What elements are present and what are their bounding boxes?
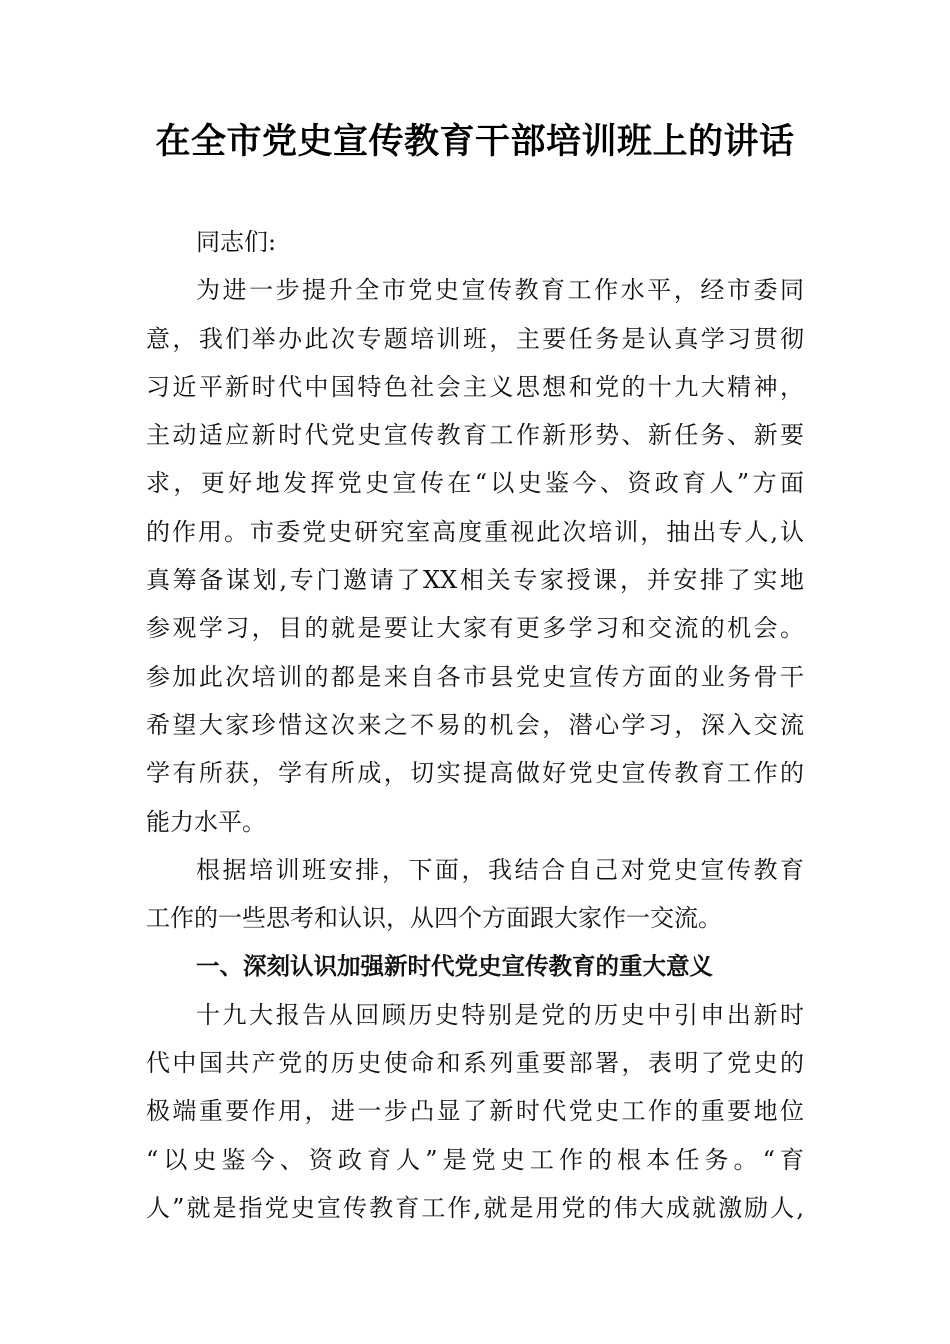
paragraph-line: 极端重要作用，进一步凸显了新时代党史工作的重要地位 bbox=[146, 1097, 804, 1126]
paragraph-line: 希望大家珍惜这次来之不易的机会，潜心学习，深入交流 bbox=[146, 710, 804, 739]
paragraph-line: 为进一步提升全市党史宣传教育工作水平，经市委同 bbox=[196, 276, 804, 305]
document-title: 在全市党史宣传教育干部培训班上的讲话 bbox=[155, 121, 795, 162]
paragraph-line: 习近平新时代中国特色社会主义思想和党的十九大精神， bbox=[146, 372, 804, 401]
paragraph-line: 能力水平。 bbox=[146, 807, 266, 836]
paragraph-line: 十九大报告从回顾历史特别是党的历史中引申出新时 bbox=[196, 1000, 804, 1029]
paragraph-line: 学有所获，学有所成，切实提高做好党史宣传教育工作的 bbox=[146, 759, 804, 788]
paragraph-line: 工作的一些思考和认识，从四个方面跟大家作一交流。 bbox=[146, 904, 722, 933]
paragraph-line: 参观学习，目的就是要让大家有更多学习和交流的机会。 bbox=[146, 614, 804, 643]
paragraph-line: 代中国共产党的历史使命和系列重要部署，表明了党史的 bbox=[146, 1049, 804, 1078]
section-heading: 一、深刻认识加强新时代党史宣传教育的重大意义 bbox=[196, 952, 713, 981]
paragraph-line: 意，我们举办此次专题培训班，主要任务是认真学习贯彻 bbox=[146, 324, 804, 353]
paragraph-line: “以史鉴今、资政育人”是党史工作的根本任务。“育 bbox=[146, 1145, 804, 1174]
paragraph-line: 主动适应新时代党史宣传教育工作新形势、新任务、新要 bbox=[146, 421, 804, 450]
paragraph-line: 求，更好地发挥党史宣传在“以史鉴今、资政育人”方面 bbox=[146, 469, 804, 498]
paragraph-line: 人”就是指党史宣传教育工作,就是用党的伟大成就激励人, bbox=[146, 1193, 804, 1222]
paragraph-line: 参加此次培训的都是来自各市县党史宣传方面的业务骨干 bbox=[146, 662, 804, 691]
paragraph-line: 真筹备谋划,专门邀请了XX相关专家授课，并安排了实地 bbox=[146, 566, 804, 595]
salutation: 同志们: bbox=[196, 228, 277, 256]
document-body bbox=[146, 218, 804, 1232]
paragraph-line: 根据培训班安排，下面，我结合自己对党史宣传教育 bbox=[196, 855, 804, 884]
paragraph-line: 的作用。市委党史研究室高度重视此次培训，抽出专人,认 bbox=[146, 517, 804, 546]
